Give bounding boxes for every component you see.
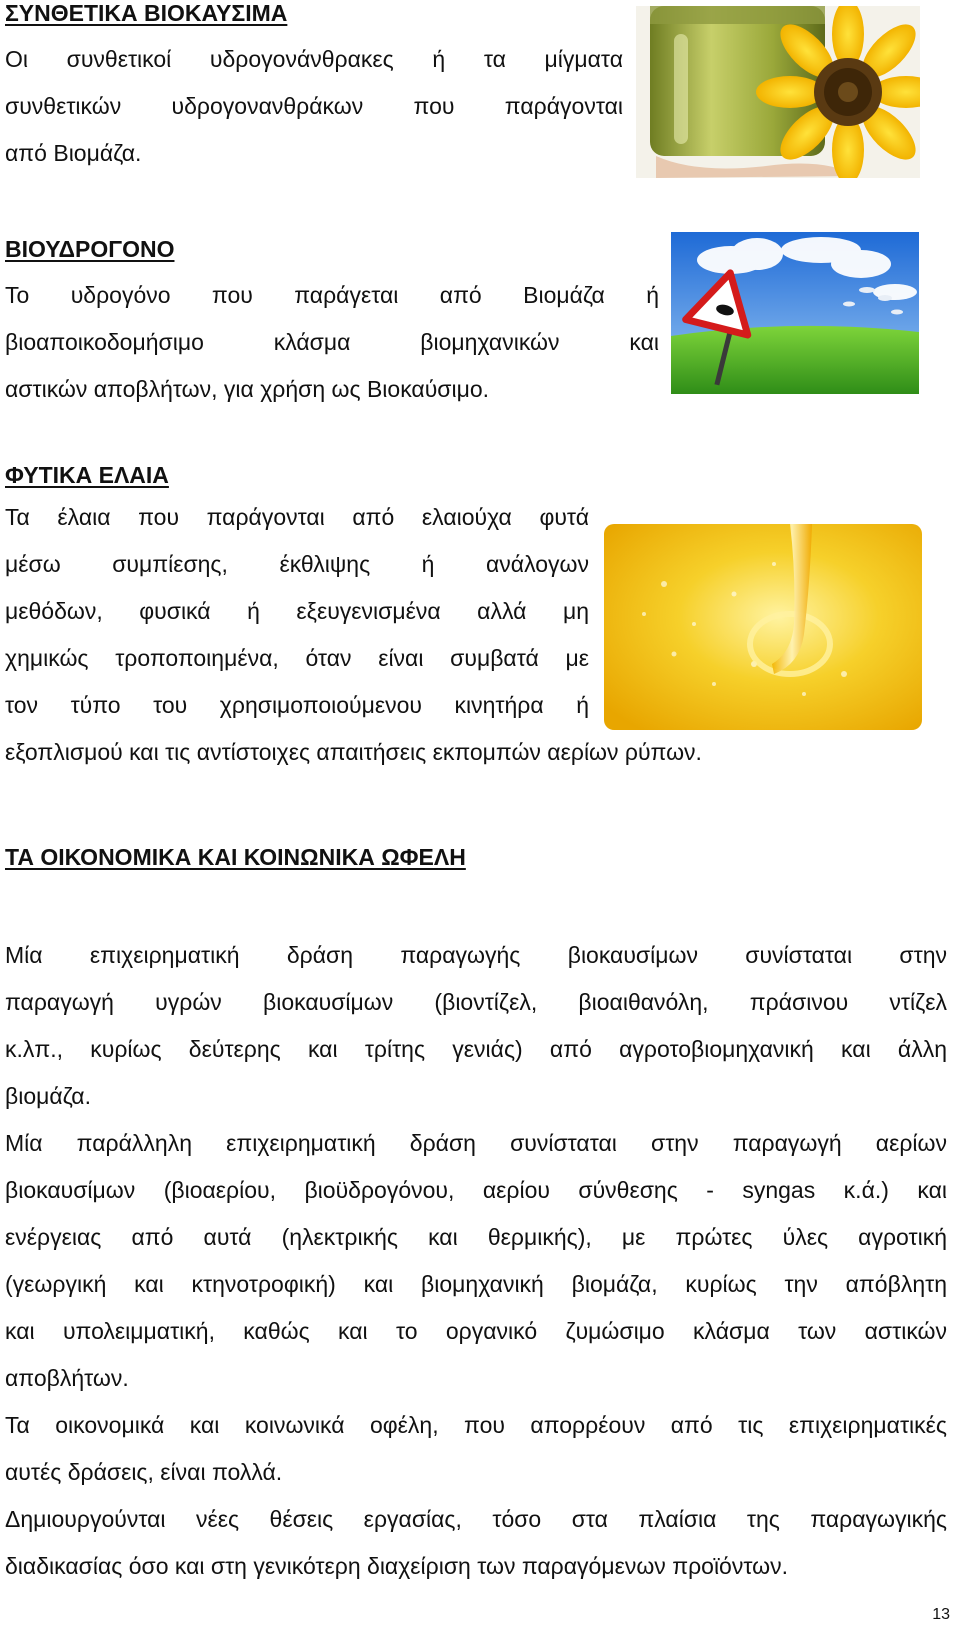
text-line: κ.λπ., κυρίως δεύτερης και τρίτης γενιάς) από αγροτοβιομηχανική και άλλη	[5, 1036, 947, 1062]
text-line: μεθόδων, φυσικά ή εξευγενισμένα αλλά μη	[5, 598, 589, 624]
heading-biohydrogen: ΒΙΟΥΔΡΟΓΟΝΟ	[5, 236, 175, 262]
paragraph-biohydrogen	[5, 272, 659, 413]
text-line: Τα έλαια που παράγονται από ελαιούχα φυτά	[5, 504, 589, 530]
text-line: βιοκαυσίμων (βιοαερίου, βιοϋδρογόνου, αερίου σύνθεσης - syngas κ.ά.) και	[5, 1177, 947, 1203]
text-line: συνθετικών υδρογονανθράκων που παράγονται	[5, 93, 623, 119]
warning-sign-meadow-image	[671, 232, 919, 394]
text-line: Το υδρογόνο που παράγεται από Βιομάζα ή	[5, 282, 659, 308]
heading-economic-social-benefits: ΤΑ ΟΙΚΟΝΟΜΙΚΑ ΚΑΙ ΚΟΙΝΩΝΙΚΑ ΩΦΕΛΗ	[5, 844, 466, 870]
text-line: αστικών αποβλήτων, για χρήση ως Βιοκαύσιμο.	[5, 376, 490, 402]
text-line: διαδικασίας όσο και στη γενικότερη διαχείριση των παραγόμενων προϊόντων.	[5, 1553, 788, 1579]
paragraph-vegetable-oils-end	[5, 729, 702, 776]
paragraph-economic-social-benefits	[5, 932, 947, 1590]
page-number: 13	[932, 1606, 950, 1623]
text-line: Τα οικονομικά και κοινωνικά οφέλη, που απορρέουν από τις επιχειρηματικές	[5, 1412, 947, 1438]
heading-vegetable-oils: ΦΥΤΙΚΑ ΕΛΑΙΑ	[5, 462, 169, 488]
text-line: Μία επιχειρηματική δράση παραγωγής βιοκαυσίμων συνίσταται στην	[5, 942, 947, 968]
heading-synthetic-biofuels: ΣΥΝΘΕΤΙΚΑ ΒΙΟΚΑΥΣΙΜΑ	[5, 0, 288, 26]
text-line: Μία παράλληλη επιχειρηματική δράση συνίσταται στην παραγωγή αερίων	[5, 1130, 947, 1156]
text-line: από Βιομάζα.	[5, 140, 142, 166]
text-line: τον τύπο του χρησιμοποιούμενου κινητήρα ή	[5, 692, 589, 718]
oil-jar-sunflower-image	[636, 6, 920, 178]
text-line: εξοπλισμού και τις αντίστοιχες απαιτήσεις εκπομπών αερίων ρύπων.	[5, 739, 702, 765]
paragraph-synthetic-biofuels	[5, 36, 623, 177]
paragraph-vegetable-oils-wrapped	[5, 494, 589, 729]
text-line: και υπολειμματική, καθώς και το οργανικό ζυμώσιμο κλάσμα των αστικών	[5, 1318, 947, 1344]
text-line: μέσω συμπίεσης, έκθλιψης ή ανάλογων	[5, 551, 589, 577]
oil-pouring-image	[604, 524, 922, 730]
text-line: Δημιουργούνται νέες θέσεις εργασίας, τόσο στα πλαίσια της παραγωγικής	[5, 1506, 947, 1532]
text-line: ενέργειας από αυτά (ηλεκτρικής και θερμικής), με πρώτες ύλες αγροτική	[5, 1224, 947, 1250]
text-line: βιομάζα.	[5, 1083, 91, 1109]
text-line: βιοαποικοδομήσιμο κλάσμα βιομηχανικών και	[5, 329, 659, 355]
text-line: παραγωγή υγρών βιοκαυσίμων (βιοντίζελ, βιοαιθανόλη, πράσινου ντίζελ	[5, 989, 947, 1015]
text-line: αποβλήτων.	[5, 1365, 129, 1391]
text-line: (γεωργική και κτηνοτροφική) και βιομηχανική βιομάζα, κυρίως την απόβλητη	[5, 1271, 947, 1297]
text-line: χημικώς τροποποιημένα, όταν είναι συμβατά με	[5, 645, 589, 671]
text-line: Οι συνθετικοί υδρογονάνθρακες ή τα μίγματα	[5, 46, 623, 72]
text-line: αυτές δράσεις, είναι πολλά.	[5, 1459, 283, 1485]
